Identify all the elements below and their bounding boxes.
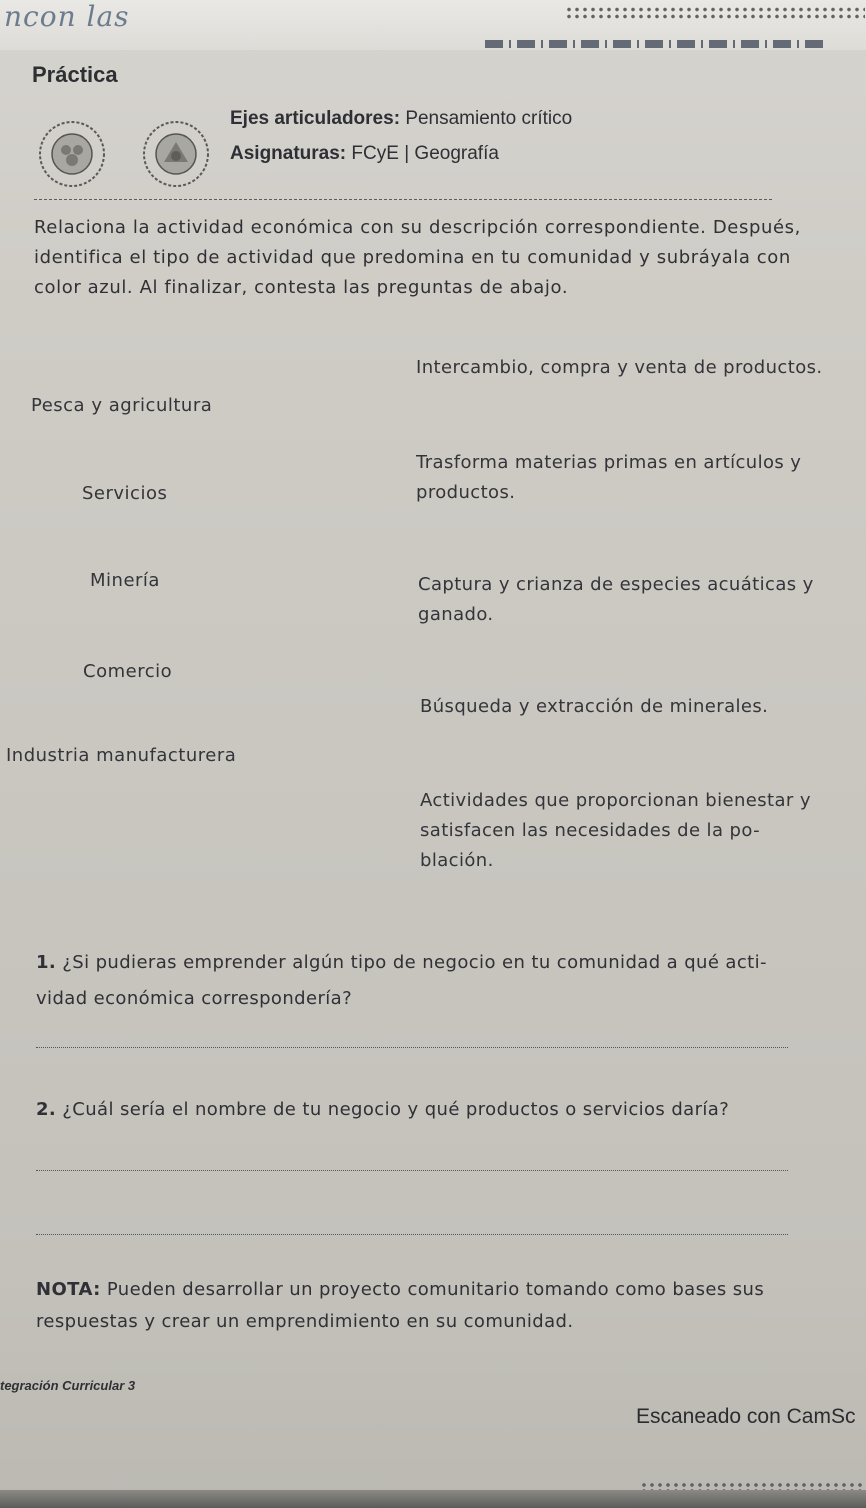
- description-trasforma: Trasforma materias primas en artículos y productos.: [416, 452, 802, 503]
- ejes-value: Pensamiento crítico: [405, 108, 573, 129]
- footer-curricular: tegración Curricular 3: [0, 1378, 136, 1393]
- note-text: Pueden desarrollar un proyecto comunitario tomando como bases sus respuestas y crear un emprendimiento en su comunidad.: [36, 1279, 765, 1332]
- description-captura: Captura y crianza de especies acuáticas y ganado.: [418, 574, 814, 625]
- activity-industria: Industria manufacturera: [6, 745, 237, 766]
- instructions: Relaciona la actividad económica con su descripción correspondiente. Después, identifica el tipo de actividad que predomina en tu comunidad y subráyala con color azul. Al finalizar, contesta las preguntas de abajo.: [34, 217, 801, 298]
- asignaturas-value: FCyE | Geografía: [351, 143, 499, 164]
- ejes-line: [230, 108, 572, 130]
- answer-line-2b[interactable]: [36, 1234, 788, 1245]
- description-actividades: Actividades que proporcionan bienestar y satisfacen las necesidades de la po- blación.: [420, 790, 811, 871]
- activity-comercio: Comercio: [83, 661, 173, 682]
- comunitario-seal-icon: [140, 118, 212, 190]
- activity-pesca: Pesca y agricultura: [31, 395, 213, 416]
- decorative-band: [485, 40, 825, 48]
- footer-scanner-watermark: Escaneado con CamSc: [636, 1405, 856, 1428]
- question-1-text: ¿Si pudieras emprender algún tipo de negocio en tu comunidad a qué acti- vidad económica correspondería?: [36, 952, 767, 1009]
- activity-servicios: Servicios: [82, 483, 168, 504]
- note: [36, 1274, 826, 1338]
- question-1-number: 1.: [36, 952, 57, 973]
- decorative-dots: [565, 6, 865, 20]
- natura-sociedad-seal-icon: [36, 118, 108, 190]
- asignaturas-label: Asignaturas:: [230, 143, 347, 164]
- question-1: [36, 945, 816, 1017]
- ejes-label: Ejes articuladores:: [230, 108, 401, 129]
- handwritten-note: ncon las: [4, 0, 130, 33]
- header-divider: [34, 199, 772, 200]
- question-2-number: 2.: [36, 1099, 57, 1120]
- note-label: NOTA:: [36, 1279, 101, 1300]
- page-bottom-edge: [0, 1490, 866, 1508]
- asignaturas-line: [230, 143, 499, 165]
- question-2: [36, 1092, 816, 1128]
- section-title: Práctica: [32, 62, 118, 87]
- activity-mineria: Minería: [90, 570, 160, 591]
- question-2-text: ¿Cuál sería el nombre de tu negocio y qué productos o servicios daría?: [62, 1099, 730, 1120]
- description-intercambio: Intercambio, compra y venta de productos.: [416, 357, 823, 378]
- answer-line-1[interactable]: [36, 1047, 788, 1058]
- description-busqueda: Búsqueda y extracción de minerales.: [420, 696, 769, 717]
- answer-line-2a[interactable]: [36, 1170, 788, 1181]
